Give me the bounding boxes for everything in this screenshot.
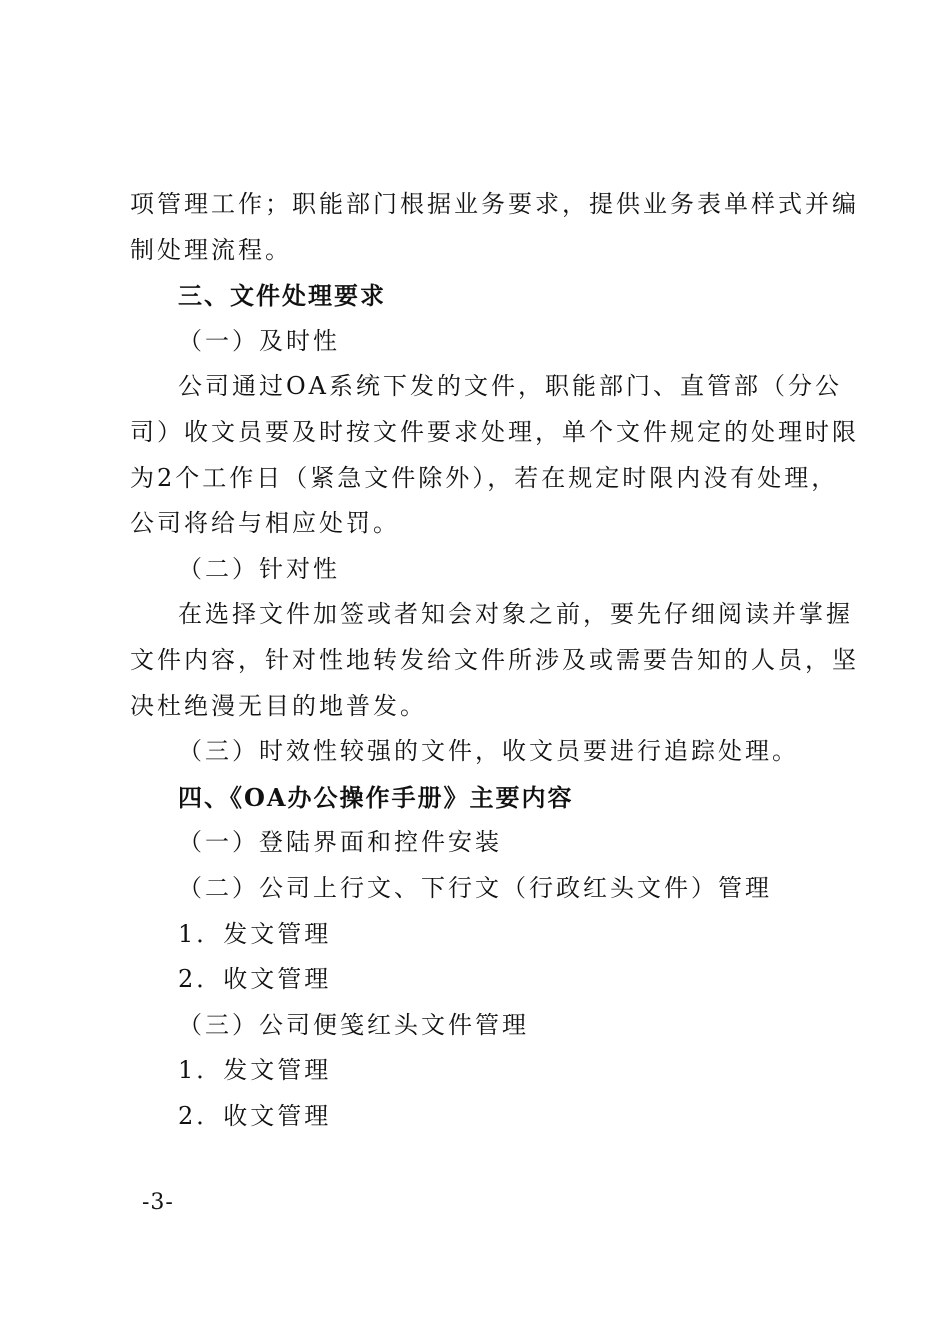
subsection-heading: （一）登陆界面和控件安装	[178, 828, 502, 857]
list-item: 2．收文管理	[178, 965, 332, 994]
paragraph-line: 为2个工作日（紧急文件除外），若在规定时限内没有处理，	[130, 463, 839, 492]
subsection-heading: （一）及时性	[178, 326, 340, 355]
list-item: 2．收文管理	[178, 1101, 332, 1130]
document-body	[130, 182, 859, 1139]
subsection-heading: （三）时效性较强的文件，收文员要进行追踪处理。	[178, 737, 799, 766]
subsection-heading: （三）公司便笺红头文件管理	[178, 1010, 529, 1039]
subsection-heading: （二）针对性	[178, 554, 340, 583]
paragraph-line: 决杜绝漫无目的地普发。	[130, 691, 427, 720]
section-heading: 三、文件处理要求	[178, 281, 386, 311]
section-heading: 四、《OA办公操作手册》主要内容	[178, 782, 574, 812]
paragraph-line: 项管理工作；职能部门根据业务要求，提供业务表单样式并编	[130, 190, 859, 218]
paragraph-line: 司）收文员要及时按文件要求处理，单个文件规定的处理时限	[130, 417, 859, 446]
subsection-heading: （二）公司上行文、下行文（行政红头文件）管理	[178, 873, 772, 902]
list-item: 1．发文管理	[178, 1056, 332, 1085]
list-item: 1．发文管理	[178, 919, 332, 948]
paragraph-line: 在选择文件加签或者知会对象之前，要先仔细阅读并掌握	[178, 600, 853, 629]
paragraph-line: 文件内容，针对性地转发给文件所涉及或需要告知的人员，坚	[130, 645, 859, 674]
paragraph-line: 制处理流程。	[130, 235, 292, 264]
paragraph-line: 公司通过OA系统下发的文件，职能部门、直管部（分公	[178, 372, 843, 401]
paragraph-line: 公司将给与相应处罚。	[130, 509, 400, 538]
page-number: -3-	[142, 1190, 174, 1215]
